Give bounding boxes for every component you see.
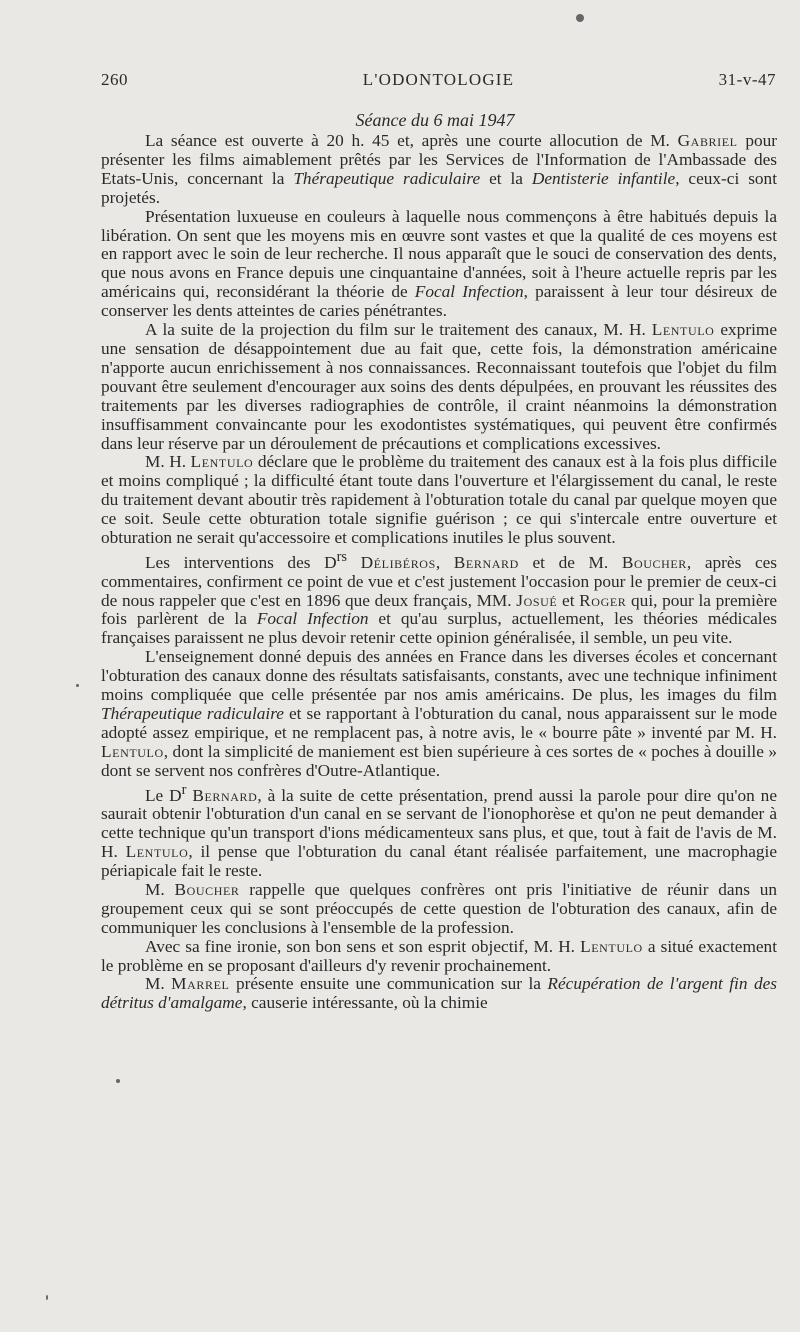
text-run: et de M.: [518, 552, 622, 572]
text-run: , il pense que l'obturation du canal étant réalisée parfaitement, une macrophagie périapicale fait le reste.: [101, 842, 778, 880]
text-run: Les interventions des D: [145, 552, 337, 572]
person-name: Lentulo: [580, 936, 643, 956]
ink-speck: [76, 684, 79, 687]
text-run: exprime une sensation de désappointement due au fait que, cette fois, la démonstration américaine n'apporte aucun enrichissement à nos connaissances. Reconnaissant toutefois que l'objet du film pouvant être seulement d'encourager aux soins des dents dépulpées, en prouvant les réussites des traitements par les diverses radiographies de contrôle, il craint néanmoins la démonstration insuffisamment convaincante pour les exodontistes systématiques, qui peuvent être confirmés dans leur réserve par un déroulement de précautions et complications excessives.: [101, 320, 777, 453]
text-run: ,: [435, 552, 454, 572]
paragraph: [101, 881, 777, 938]
text-run: , causerie intéressante, où la chimie: [242, 993, 488, 1013]
person-name: Boucher: [621, 552, 687, 572]
person-name: Marrel: [171, 974, 230, 994]
person-name: Lentulo: [101, 741, 164, 761]
superscript: r: [181, 781, 187, 798]
text-run: La séance est ouverte à 20 h. 45 et, après une courte allocution de M.: [145, 131, 678, 150]
person-name: Josué: [516, 590, 558, 610]
text-run: et la: [480, 168, 532, 188]
issue-date: 31-v-47: [718, 70, 776, 89]
text-run: Le D: [145, 785, 182, 805]
person-name: Lentulo: [125, 842, 189, 862]
section-title: Séance du 6 mai 1947: [355, 110, 515, 130]
text-run: , dont la simplicité de maniement est bien supérieure à ces sortes de « poches à douille » dont se servent nos confrères d'Outre-Atlantique.: [101, 741, 777, 780]
text-run: M.: [145, 974, 172, 994]
text-run: déclare que le problème du traitement des canaux est à la fois plus difficile et moins compliqué ; la difficulté étant toute dans l'ouverture et l'élargissement du canal, le reste du traitement devant aboutir très rapidement à l'obturation totale du canal par quelque moyen que ce soit. Seule cette obturation totale signifie guérison ; ce qui s'intercale entre ouverture et obturation ne serait qu'accessoire et complications inutiles le plus souvent.: [101, 452, 777, 548]
ink-speck: [576, 14, 584, 22]
text-run: L'enseignement donné depuis des années en France dans les diverses écoles et concernant l'obturation des canaux donne des résultats satisfaisants, constants, avec une technique infiniment moins compliquée que celle présentée par nos amis américains. De plus, les images du film: [101, 647, 777, 705]
text-run: présente ensuite une communication sur la: [229, 974, 548, 994]
text-run: , ceux-ci sont projetés.: [101, 168, 778, 207]
term: Focal Infection: [414, 282, 524, 302]
article-body: [101, 132, 777, 1013]
paragraph: [101, 938, 777, 976]
ink-speck: [46, 1295, 48, 1300]
text-run: [347, 553, 361, 572]
person-name: Roger: [579, 590, 627, 610]
text-run: Avec sa fine ironie, son bon sens et son esprit objectif, M. H.: [145, 936, 581, 956]
paragraph: [101, 548, 777, 648]
film-title: Thérapeutique radiculaire: [101, 703, 284, 723]
text-run: Présentation luxueuse en couleurs à laquelle nous commençons à être habitués depuis la libération. On sent que les moyens mis en œuvre sont vastes et que la qualité de ces moyens est en rapport avec le soin de leur recherche. Il nous apparaît que le souci de conservation des dents, que nous avons en France depuis une cinquantaine d'années, soit à l'heure actuelle repris par les américains qui, reconsidérant la théorie de: [101, 206, 777, 302]
paragraph: [101, 781, 777, 881]
text-run: , à la suite de cette présentation, prend aussi la parole pour dire qu'on ne saurait obtenir l'obturation d'un canal en se servant de l'ionophorèse et qu'on ne peut demander à cette technique qu'un transport d'ions médicamenteux sans plus, et que, tout à fait de l'avis de M. H.: [101, 785, 777, 862]
text-run: A la suite de la projection du film sur le traitement des canaux, M. H.: [145, 320, 652, 340]
text-run: et qu'au surplus, actuellement, les théories médicales françaises paraissent ne plus devoir retenir cette opinion généralisée, il semble, un peu vite.: [101, 609, 778, 648]
text-run: , paraissent à leur tour désireux de conserver les dents atteintes de caries pénétrantes.: [101, 282, 778, 321]
communication-title: Récupération de l'argent fin des détritus d'amalgame: [101, 974, 778, 1013]
paragraph: [101, 975, 777, 1013]
text-run: et se rapportant à l'obturation du canal, nous apparaissent sur le mode adopté assez empirique, et ne remplacent pas, à notre avis, le « bourre pâte » inventé par M. H.: [101, 703, 777, 742]
text-run: et: [557, 590, 580, 610]
superscript: rs: [336, 548, 347, 565]
page-number: 260: [101, 70, 128, 89]
paragraph: [101, 453, 777, 548]
text-run: rappelle que quelques confrères ont pris l'initiative de réunir dans un groupement ceux qui se sont préoccupés de cette question de l'obturation des canaux, afin de communiquer les conclusions à l'ensemble de la profession.: [101, 879, 778, 937]
ink-speck: [116, 1079, 120, 1083]
term: Focal Infection: [256, 609, 369, 629]
person-name: Bernard: [192, 785, 258, 805]
journal-title: L'ODONTOLOGIE: [362, 70, 515, 89]
person-name: Gabriel: [677, 131, 738, 150]
film-title: Dentisterie infantile: [531, 168, 676, 188]
film-title: Thérapeutique radiculaire: [293, 168, 481, 188]
text-run: a situé exactement le problème en se proposant d'ailleurs d'y revenir prochainement.: [101, 936, 777, 975]
paragraph: [101, 648, 777, 780]
person-name: Bernard: [453, 552, 519, 572]
paragraph: [101, 208, 777, 321]
text-run: , après ces commentaires, confirment ce point de vue et c'est justement l'occasion pour le premier de ceux-ci de nous rappeler que c'est en 1896 que deux français, MM.: [101, 552, 778, 610]
text-run: pour présenter les films aimablement prêtés par les Services de l'Information de l'Ambassade des Etats-Unis, concernant la: [101, 131, 777, 188]
person-name: Lentulo: [651, 320, 715, 340]
running-header: [101, 70, 776, 94]
person-name: Délibéros: [360, 552, 436, 572]
text-run: qui, pour la première fois parlèrent de la: [101, 590, 777, 629]
paragraph: [101, 132, 777, 208]
paragraph: [101, 321, 777, 453]
person-name: Boucher: [174, 879, 240, 899]
text-run: M.: [145, 879, 175, 899]
text-run: M. H.: [145, 452, 191, 472]
person-name: Lentulo: [190, 452, 254, 472]
